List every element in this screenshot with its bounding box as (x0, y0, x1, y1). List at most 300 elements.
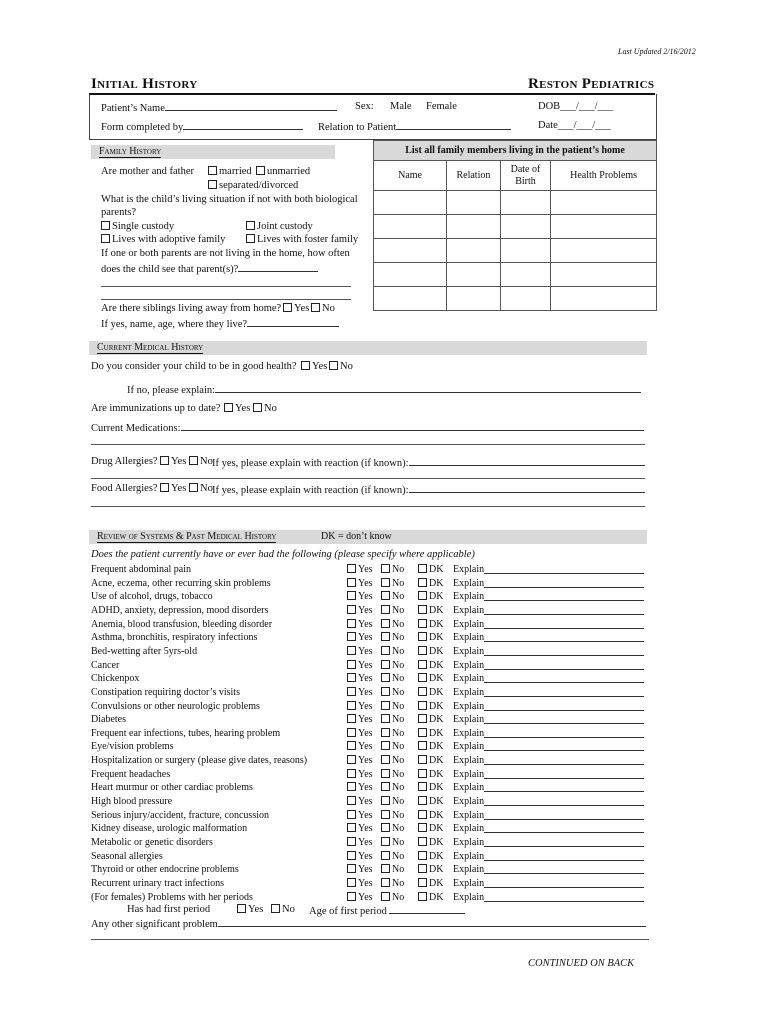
ros-dk-option[interactable]: DK (418, 768, 443, 781)
ros-dk-option[interactable]: DK (418, 659, 443, 672)
relation-field[interactable] (318, 120, 511, 133)
checkbox-icon (347, 796, 356, 805)
ros-row (91, 604, 651, 618)
ros-condition-label: Metabolic or genetic disorders (91, 837, 213, 848)
age-first-period-field[interactable] (309, 904, 465, 917)
checkbox-icon (189, 483, 198, 492)
ros-condition-label: Hospitalization or surgery (please give dates, reasons) (91, 755, 308, 767)
checkbox-icon (381, 755, 390, 764)
ros-explain-label: Explain (453, 768, 485, 780)
checkbox-icon (189, 456, 198, 465)
ros-yes-option[interactable]: Yes (347, 713, 373, 726)
checkbox-icon (381, 564, 390, 573)
ros-explain-label: Explain (453, 823, 485, 835)
ros-explain-label: Explain (453, 618, 485, 630)
ros-dk-option[interactable]: DK (418, 822, 443, 835)
mother-father-label: Are mother and father (101, 166, 194, 177)
table-row (374, 215, 657, 239)
ros-row (91, 781, 651, 795)
ros-explain-label: Explain (453, 686, 485, 698)
ros-explain-label: Explain (453, 632, 485, 644)
ros-row (91, 672, 651, 686)
checkbox-icon (381, 892, 390, 901)
ros-yes-option[interactable]: Yes (347, 700, 373, 713)
ros-explain-field[interactable] (484, 669, 644, 670)
ros-yes-option[interactable]: Yes (347, 863, 373, 876)
ros-explain-label: Explain (453, 564, 485, 575)
ros-row (91, 809, 651, 823)
blank-line[interactable] (101, 286, 351, 287)
sex-male-option[interactable]: Male (390, 101, 412, 112)
ros-dk-option[interactable]: DK (418, 740, 443, 753)
checkbox-icon (246, 221, 255, 230)
checkbox-icon (224, 403, 233, 412)
checkbox-icon (418, 605, 427, 614)
checkbox-icon (418, 796, 427, 805)
ros-explain-label: Explain (453, 850, 485, 862)
ros-condition-label: Constipation requiring doctor’s visits (91, 686, 240, 698)
blank-line[interactable] (91, 939, 649, 940)
ros-dk-option[interactable]: DK (418, 891, 443, 904)
checkbox-icon (301, 361, 310, 370)
ros-explain-field[interactable] (484, 628, 644, 629)
ros-row (91, 577, 651, 591)
ros-condition-label: Frequent headaches (91, 768, 171, 780)
blank-line[interactable] (91, 506, 645, 507)
ros-dk-option[interactable]: DK (418, 727, 443, 740)
ros-yes-option[interactable]: Yes (347, 631, 373, 644)
checkbox-icon (381, 646, 390, 655)
ros-dk-option[interactable]: DK (418, 686, 443, 699)
ros-explain-label: Explain (453, 659, 485, 671)
ros-dk-option[interactable]: DK (418, 604, 443, 617)
ros-dk-option[interactable]: DK (418, 631, 443, 644)
ros-condition-label: Serious injury/accident, fracture, concussion (91, 809, 269, 821)
checkbox-icon (271, 904, 280, 913)
immunizations-question: Are immunizations up to date? (91, 403, 221, 414)
ros-no-option[interactable]: No (381, 618, 404, 631)
ros-dk-option[interactable]: DK (418, 672, 443, 685)
if-no-explain-label: If no, please explain: (127, 385, 216, 396)
ros-explain-field[interactable] (484, 805, 644, 806)
living-question-line1: What is the child’s living situation if not with both biological (101, 194, 358, 205)
ros-no-option[interactable]: No (381, 781, 404, 794)
ros-row (91, 863, 651, 877)
checkbox-icon (381, 782, 390, 791)
ros-no-option[interactable]: No (381, 754, 404, 767)
ros-condition-label: Acne, eczema, other recurring skin problems (91, 577, 271, 589)
ros-yes-option[interactable]: Yes (347, 891, 373, 904)
checkbox-icon (329, 361, 338, 370)
joint-custody-option[interactable]: Joint custody (246, 221, 313, 232)
patient-name-label: Patient’s Name (101, 103, 165, 114)
drug-allergies-question: Drug Allergies? (91, 456, 158, 467)
checkbox-icon (283, 303, 292, 312)
ros-no-option[interactable]: No (381, 891, 404, 904)
ros-no-option[interactable]: No (381, 577, 404, 590)
food-allergies-yes-option[interactable]: Yes (160, 483, 186, 494)
checkbox-icon (347, 687, 356, 696)
ros-no-option[interactable]: No (381, 713, 404, 726)
dob-field[interactable]: DOB___/___/___ (538, 101, 614, 112)
patient-name-field[interactable] (101, 101, 337, 114)
ros-condition-label: Seasonal allergies (91, 850, 163, 862)
checkbox-icon (347, 755, 356, 764)
ros-yes-option[interactable]: Yes (347, 727, 373, 740)
checkbox-icon (418, 755, 427, 764)
ros-dk-option[interactable]: DK (418, 863, 443, 876)
checkbox-icon (381, 687, 390, 696)
ros-explain-label: Explain (453, 741, 485, 753)
ros-row (91, 590, 651, 604)
drug-allergies-yes-option[interactable]: Yes (160, 456, 186, 467)
checkbox-icon (208, 180, 217, 189)
checkbox-icon (418, 632, 427, 641)
ros-no-option[interactable]: No (381, 686, 404, 699)
ros-row (91, 700, 651, 714)
ros-yes-option[interactable]: Yes (347, 754, 373, 767)
ros-condition-label: Eye/vision problems (91, 741, 174, 753)
checkbox-icon (418, 564, 427, 573)
ros-yes-option[interactable]: Yes (347, 740, 373, 753)
if-no-explain-field[interactable] (127, 383, 641, 396)
checkbox-icon (256, 166, 265, 175)
ros-explain-label: Explain (453, 591, 485, 603)
checkbox-icon (381, 619, 390, 628)
ros-explain-label: Explain (453, 577, 485, 589)
checkbox-icon (418, 660, 427, 669)
checkbox-icon (381, 714, 390, 723)
ros-yes-option[interactable]: Yes (347, 781, 373, 794)
ros-condition-label: Frequent ear infections, tubes, hearing problem (91, 727, 281, 739)
ros-condition-label: High blood pressure (91, 796, 173, 808)
checkbox-icon (381, 741, 390, 750)
drug-allergies-explain-label: If yes, please explain with reaction (if known): (212, 458, 409, 469)
ros-explain-field[interactable] (484, 723, 644, 724)
checkbox-icon (347, 605, 356, 614)
checkbox-icon (418, 619, 427, 628)
ros-yes-option[interactable]: Yes (347, 577, 373, 590)
food-allergies-explain-field[interactable] (212, 483, 645, 496)
ros-explain-field[interactable] (484, 682, 644, 683)
relation-label: Relation to Patient (318, 122, 397, 133)
checkbox-icon (381, 810, 390, 819)
ros-yes-option[interactable]: Yes (347, 604, 373, 617)
ros-condition-label: Frequent abdominal pain (91, 564, 191, 575)
first-period-yes-option[interactable]: Yes (237, 904, 263, 915)
ros-no-option[interactable]: No (381, 836, 404, 849)
checkbox-icon (347, 660, 356, 669)
ros-row (91, 645, 651, 659)
ros-dk-option[interactable]: DK (418, 754, 443, 767)
checkbox-icon (381, 728, 390, 737)
ros-yes-option[interactable]: Yes (347, 836, 373, 849)
ros-yes-option[interactable]: Yes (347, 645, 373, 658)
checkbox-icon (418, 578, 427, 587)
ros-explain-field[interactable] (484, 573, 644, 574)
ros-condition-label: Chickenpox (91, 673, 140, 685)
checkbox-icon (418, 673, 427, 682)
drug-allergies-no-option[interactable]: No (189, 456, 213, 467)
checkbox-icon (418, 810, 427, 819)
ros-no-option[interactable]: No (381, 809, 404, 822)
ros-row (91, 618, 651, 632)
immunizations-yes-option[interactable]: Yes (224, 403, 250, 414)
ros-row (91, 822, 651, 836)
other-problem-field[interactable] (91, 917, 646, 930)
completed-by-field[interactable] (101, 120, 303, 133)
checkbox-icon (347, 701, 356, 710)
food-allergies-no-option[interactable]: No (189, 483, 213, 494)
checkbox-icon (347, 851, 356, 860)
table-row (374, 191, 657, 215)
ros-yes-option[interactable]: Yes (347, 590, 373, 603)
checkbox-icon (381, 837, 390, 846)
married-option[interactable]: married (208, 166, 252, 177)
first-period-label: Has had first period (127, 904, 211, 915)
ros-explain-field[interactable] (484, 737, 644, 738)
checkbox-icon (381, 591, 390, 600)
adoptive-family-option[interactable]: Lives with adoptive family (101, 234, 225, 245)
ros-yes-option[interactable]: Yes (347, 563, 373, 576)
checkbox-icon (381, 660, 390, 669)
ros-no-option[interactable]: No (381, 672, 404, 685)
other-problem-label: Any other significant problem (91, 919, 218, 930)
siblings-details-field[interactable] (101, 317, 339, 330)
drug-allergies-explain-field[interactable] (212, 456, 645, 469)
ros-explain-label: Explain (453, 604, 485, 616)
medications-label: Current Medications: (91, 423, 181, 434)
checkbox-icon (418, 851, 427, 860)
ros-row (91, 713, 651, 727)
ros-explain-label: Explain (453, 837, 485, 848)
ros-yes-option[interactable]: Yes (347, 877, 373, 890)
ros-explain-field[interactable] (484, 791, 644, 792)
ros-explain-field[interactable] (484, 846, 644, 847)
medications-field[interactable] (91, 421, 644, 434)
siblings-no-option[interactable]: No (311, 303, 335, 314)
checkbox-icon (381, 851, 390, 860)
blank-line[interactable] (91, 444, 645, 445)
ros-no-option[interactable]: No (381, 768, 404, 781)
ros-dk-option[interactable]: DK (418, 713, 443, 726)
checkbox-icon (418, 714, 427, 723)
ros-no-option[interactable]: No (381, 863, 404, 876)
current-medical-header: Current Medical History (89, 341, 647, 355)
checkbox-icon (160, 483, 169, 492)
ros-dk-option[interactable]: DK (418, 700, 443, 713)
single-custody-option[interactable]: Single custody (101, 221, 174, 232)
ros-explain-field[interactable] (484, 764, 644, 765)
form-title: Initial History (91, 76, 198, 92)
ros-condition-label: Convulsions or other neurologic problems (91, 700, 260, 712)
ros-yes-option[interactable]: Yes (347, 795, 373, 808)
ros-explain-label: Explain (453, 645, 485, 657)
checkbox-icon (347, 892, 356, 901)
checkbox-icon (347, 810, 356, 819)
good-health-no-option[interactable]: No (329, 361, 353, 372)
checkbox-icon (347, 823, 356, 832)
ros-row (91, 877, 651, 891)
ros-row (91, 891, 651, 905)
ros-no-option[interactable]: No (381, 850, 404, 863)
checkbox-icon (381, 878, 390, 887)
ros-yes-option[interactable]: Yes (347, 618, 373, 631)
ros-dk-option[interactable]: DK (418, 795, 443, 808)
ros-dk-option[interactable]: DK (418, 645, 443, 658)
ros-yes-option[interactable]: Yes (347, 850, 373, 863)
ros-no-option[interactable]: No (381, 700, 404, 713)
checkbox-icon (381, 605, 390, 614)
checkbox-icon (418, 687, 427, 696)
foster-family-option[interactable]: Lives with foster family (246, 234, 358, 245)
checkbox-icon (311, 303, 320, 312)
age-first-period-label: Age of first period (309, 906, 387, 917)
ros-no-option[interactable]: No (381, 590, 404, 603)
checkbox-icon (381, 632, 390, 641)
ros-row (91, 686, 651, 700)
checkbox-icon (253, 403, 262, 412)
ros-explain-field[interactable] (484, 600, 644, 601)
ros-dk-option[interactable]: DK (418, 877, 443, 890)
ros-explain-field[interactable] (484, 710, 644, 711)
ros-explain-field[interactable] (484, 887, 644, 888)
good-health-question: Do you consider your child to be in good health? (91, 361, 297, 372)
ros-explain-field[interactable] (484, 832, 644, 833)
ros-explain-field[interactable] (484, 614, 644, 615)
checkbox-icon (101, 234, 110, 243)
ros-dk-option[interactable]: DK (418, 781, 443, 794)
ros-yes-option[interactable]: Yes (347, 822, 373, 835)
ros-explain-field[interactable] (484, 778, 644, 779)
ros-explain-label: Explain (453, 700, 485, 712)
ros-no-option[interactable]: No (381, 563, 404, 576)
ros-condition-label: Asthma, bronchitis, respiratory infections (91, 632, 258, 644)
ros-row (91, 727, 651, 741)
ros-no-option[interactable]: No (381, 822, 404, 835)
ros-explain-field[interactable] (484, 587, 644, 588)
ros-explain-field[interactable] (484, 641, 644, 642)
ros-explain-field[interactable] (484, 901, 644, 902)
ros-dk-option[interactable]: DK (418, 850, 443, 863)
checkbox-icon (347, 591, 356, 600)
food-allergies-explain-label: If yes, please explain with reaction (if known): (212, 485, 409, 496)
ros-no-option[interactable]: No (381, 727, 404, 740)
ros-yes-option[interactable]: Yes (347, 659, 373, 672)
checkbox-icon (381, 823, 390, 832)
ros-dk-option[interactable]: DK (418, 836, 443, 849)
siblings-details-label: If yes, name, age, where they live? (101, 319, 248, 330)
col-header-health: Health Problems (551, 161, 657, 191)
table-row (374, 263, 657, 287)
sex-label: Sex: (355, 101, 374, 112)
ros-no-option[interactable]: No (381, 645, 404, 658)
siblings-question: Are there siblings living away from home? (101, 303, 282, 314)
ros-row (91, 740, 651, 754)
sex-female-option[interactable]: Female (426, 101, 457, 112)
checkbox-icon (381, 578, 390, 587)
ros-yes-option[interactable]: Yes (347, 686, 373, 699)
ros-explain-label: Explain (453, 809, 485, 821)
checkbox-icon (418, 892, 427, 901)
immunizations-no-option[interactable]: No (253, 403, 277, 414)
ros-yes-option[interactable]: Yes (347, 672, 373, 685)
ros-explain-label: Explain (453, 864, 485, 876)
ros-dk-option[interactable]: DK (418, 809, 443, 822)
ros-row (91, 836, 651, 850)
ros-explain-field[interactable] (484, 655, 644, 656)
separated-option[interactable]: separated/divorced (208, 180, 298, 191)
ros-no-option[interactable]: No (381, 604, 404, 617)
parent-visit-field[interactable] (101, 262, 318, 275)
siblings-yes-option[interactable]: Yes (283, 303, 309, 314)
ros-yes-option[interactable]: Yes (347, 809, 373, 822)
ros-no-option[interactable]: No (381, 795, 404, 808)
unmarried-option[interactable]: unmarried (256, 166, 310, 177)
ros-condition-label: Bed-wetting after 5yrs-old (91, 645, 198, 657)
checkbox-icon (347, 564, 356, 573)
ros-no-option[interactable]: No (381, 659, 404, 672)
checkbox-icon (418, 823, 427, 832)
ros-row (91, 754, 651, 768)
parent-visit-question-line2: does the child see that parent(s)? (101, 264, 239, 275)
checkbox-icon (381, 673, 390, 682)
checkbox-icon (160, 456, 169, 465)
ros-dk-option[interactable]: DK (418, 590, 443, 603)
ros-explain-label: Explain (453, 877, 485, 889)
checkbox-icon (347, 619, 356, 628)
ros-explain-label: Explain (453, 891, 485, 903)
checkbox-icon (347, 728, 356, 737)
ros-explain-field[interactable] (484, 819, 644, 820)
ros-no-option[interactable]: No (381, 631, 404, 644)
ros-condition-label: Thyroid or other endocrine problems (91, 864, 239, 876)
good-health-yes-option[interactable]: Yes (301, 361, 327, 372)
checkbox-icon (347, 741, 356, 750)
ros-no-option[interactable]: No (381, 877, 404, 890)
ros-no-option[interactable]: No (381, 740, 404, 753)
first-period-no-option[interactable]: No (271, 904, 295, 915)
ros-header: Review of Systems & Past Medical History (89, 530, 647, 544)
checkbox-icon (381, 796, 390, 805)
checkbox-icon (347, 714, 356, 723)
food-allergies-question: Food Allergies? (91, 483, 158, 494)
form-date-field[interactable]: Date___/___/___ (538, 120, 611, 131)
ros-dk-option[interactable]: DK (418, 563, 443, 576)
ros-condition-label: Cancer (91, 659, 120, 671)
checkbox-icon (347, 646, 356, 655)
checkbox-icon (418, 728, 427, 737)
ros-explain-field[interactable] (484, 873, 644, 874)
checkbox-icon (347, 782, 356, 791)
ros-dk-option[interactable]: DK (418, 618, 443, 631)
practice-name: Reston Pediatrics (528, 76, 655, 92)
ros-row (91, 659, 651, 673)
ros-explain-field[interactable] (484, 750, 644, 751)
ros-yes-option[interactable]: Yes (347, 768, 373, 781)
checkbox-icon (347, 864, 356, 873)
last-updated: Last Updated 2/16/2012 (618, 47, 696, 56)
ros-condition-label: Kidney disease, urologic malformation (91, 823, 248, 835)
checkbox-icon (381, 701, 390, 710)
checkbox-icon (418, 864, 427, 873)
checkbox-icon (347, 673, 356, 682)
ros-explain-field[interactable] (484, 860, 644, 861)
ros-dk-option[interactable]: DK (418, 577, 443, 590)
blank-line[interactable] (101, 299, 351, 300)
ros-explain-field[interactable] (484, 696, 644, 697)
blank-line[interactable] (91, 478, 645, 479)
